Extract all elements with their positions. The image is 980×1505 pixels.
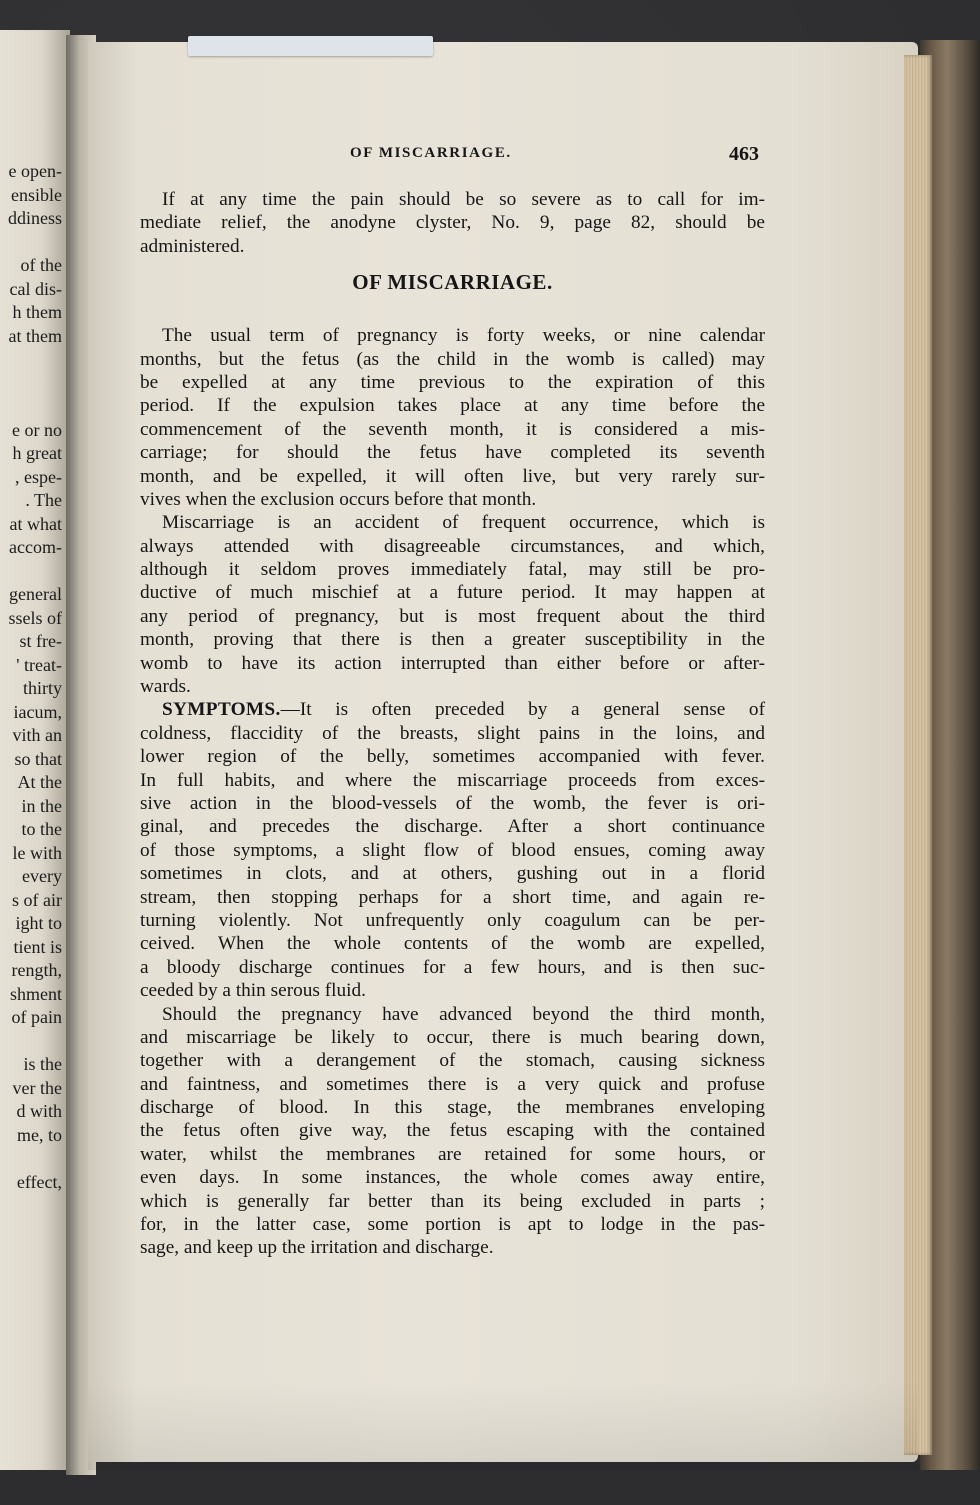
body-line: month, proving that there is then a greater susceptibility in the (140, 629, 765, 651)
left-page-fragment (0, 348, 62, 372)
left-page-fragment: , espe- (15, 466, 62, 487)
left-page-fragment: accom- (9, 537, 62, 557)
body-line: the fetus often give way, the fetus escaping with the contained (140, 1120, 765, 1142)
body-line: The usual term of pregnancy is forty weeks, or nine calendar (162, 325, 765, 347)
left-page-fragment: ver the (12, 1077, 62, 1098)
body-line: ginal, and precedes the discharge. After a short continuance (140, 816, 765, 838)
left-page-fragment: e open- (8, 161, 62, 181)
body-line: sometimes in clots, and at others, gushing out in a florid (140, 863, 765, 885)
left-page-fragment: iacum, (13, 701, 62, 722)
body-line: lower region of the belly, sometimes accompanied with fever. (140, 746, 765, 768)
left-page-fragment: effect, (16, 1171, 62, 1192)
body-line: administered. (140, 235, 245, 257)
body-line: ductive of much mischief at a future period. It may happen at (140, 582, 765, 604)
body-line: be expelled at any time previous to the expiration of this (140, 371, 765, 393)
left-page-fragment: of the (20, 255, 62, 275)
left-page-fragment: ddiness (8, 208, 62, 228)
bookmark-tab (188, 36, 433, 56)
body-text (140, 188, 765, 1260)
body-line: sive action in the blood-vessels of the womb, the fever is ori- (140, 792, 765, 814)
symptoms-label: SYMPTOMS. (162, 699, 281, 721)
body-line: and miscarriage be likely to occur, there is much bearing down, (140, 1026, 765, 1048)
left-page-fragment: of pain (11, 1007, 62, 1027)
running-head: OF MISCARRIAGE. (350, 145, 512, 161)
left-page-fragment: thirty (23, 678, 62, 698)
left-page-fragment: . The (25, 490, 62, 510)
left-page-fragment: s of air (12, 889, 62, 910)
body-line: carriage; for should the fetus have completed its seventh (140, 442, 765, 464)
left-page-fragment: me, to (17, 1124, 62, 1145)
left-page-fragment: h great (12, 443, 62, 463)
body-line: womb to have its action interrupted than either before or after- (140, 652, 765, 674)
left-page-fragment (0, 231, 62, 255)
left-page-fragment: d with (16, 1101, 62, 1121)
body-line: of those symptoms, a slight flow of blood ensues, coming away (140, 839, 765, 861)
symptoms-line (140, 698, 765, 721)
body-line: In full habits, and where the miscarriage proceeds from exces- (140, 769, 765, 791)
left-page-fragment: general (9, 584, 62, 604)
left-page-fragment (0, 1030, 62, 1054)
body-line: ceived. When the whole contents of the womb are expelled, (140, 933, 765, 955)
body-line: together with a derangement of the stomach, causing sickness (140, 1050, 765, 1072)
body-line: although it seldom proves immediately fatal, may still be pro- (140, 559, 765, 581)
left-page-fragment: so that (14, 748, 62, 769)
body-line: always attended with disagreeable circumstances, and which, (140, 535, 765, 557)
body-line: mediate relief, the anodyne clyster, No. 9, page 82, should be (140, 212, 765, 234)
body-line: water, whilst the membranes are retained for some hours, or (140, 1143, 765, 1165)
body-line: Miscarriage is an accident of frequent occurrence, which is (162, 512, 765, 534)
left-page-fragment (0, 395, 62, 419)
left-page-fragment: le with (12, 842, 62, 863)
left-page-fragment: every (22, 866, 62, 886)
body-line: period. If the expulsion takes place at any time before the (140, 395, 765, 417)
body-line: ceeded by a thin serous fluid. (140, 980, 366, 1002)
section-heading: OF MISCARRIAGE. (352, 270, 553, 295)
body-line: vives when the exclusion occurs before that month. (140, 488, 537, 510)
body-line: coldness, flaccidity of the breasts, slight pains in the loins, and (140, 722, 765, 744)
left-page-fragment: ight to (15, 913, 62, 933)
body-line: discharge of blood. In this stage, the membranes enveloping (140, 1097, 765, 1119)
left-page-fragment: ' treat- (16, 654, 62, 675)
body-line: turning violently. Not unfrequently only coagulum can be per- (140, 909, 765, 931)
left-page-fragment (0, 372, 62, 396)
body-line: stream, then stopping perhaps for a short time, and again re- (140, 886, 765, 908)
left-page-fragment: cal dis- (9, 278, 62, 299)
left-page-fragment: to the (21, 819, 62, 839)
left-page-fragment: At the (17, 772, 62, 792)
body-line: a bloody discharge continues for a few hours, and is then suc- (140, 956, 765, 978)
left-page-fragment: is the (23, 1054, 62, 1074)
left-page-fragment: ssels of (8, 607, 62, 628)
body-line: wards. (140, 676, 191, 698)
left-page-fragment: at what (9, 513, 62, 534)
body-line: commencement of the seventh month, it is considered a mis- (140, 418, 765, 440)
body-line: If at any time the pain should be so severe as to call for im- (162, 189, 765, 210)
body-line: for, in the latter case, some portion is apt to lodge in the pas- (140, 1214, 765, 1236)
left-page-text (0, 160, 62, 1194)
page-edges (904, 55, 932, 1455)
left-facing-page (0, 30, 70, 1470)
body-line: even days. In some instances, the whole comes away entire, (140, 1167, 765, 1189)
body-line: months, but the fetus (as the child in the womb is called) may (140, 348, 765, 370)
page-number: 463 (729, 143, 759, 165)
left-page-fragment: vith an (12, 725, 62, 745)
left-page-fragment: e or no (12, 419, 62, 440)
left-page-fragment: st fre- (19, 631, 62, 651)
body-line: any period of pregnancy, but is most frequent about the third (140, 605, 765, 627)
body-line: month, and be expelled, it will often live, but very rarely sur- (140, 465, 765, 487)
left-page-fragment: h them (12, 302, 62, 322)
left-page-fragment: at them (8, 325, 62, 346)
body-line: sage, and keep up the irritation and discharge. (140, 1237, 494, 1259)
left-page-fragment (0, 560, 62, 584)
body-line: Should the pregnancy have advanced beyond the third month, (162, 1003, 765, 1025)
body-line: which is generally far better than its being excluded in parts ; (140, 1190, 765, 1212)
left-page-fragment: shment (10, 983, 62, 1004)
body-line: and faintness, and sometimes there is a very quick and profuse (140, 1073, 765, 1095)
left-page-fragment: tient is (13, 936, 62, 957)
left-page-fragment: in the (21, 795, 62, 816)
left-page-fragment: rength, (11, 960, 62, 980)
symptoms-line-rest: —It is often preceded by a general sense of (280, 699, 765, 721)
left-page-fragment (0, 1147, 62, 1171)
left-page-fragment: ensible (11, 184, 62, 205)
